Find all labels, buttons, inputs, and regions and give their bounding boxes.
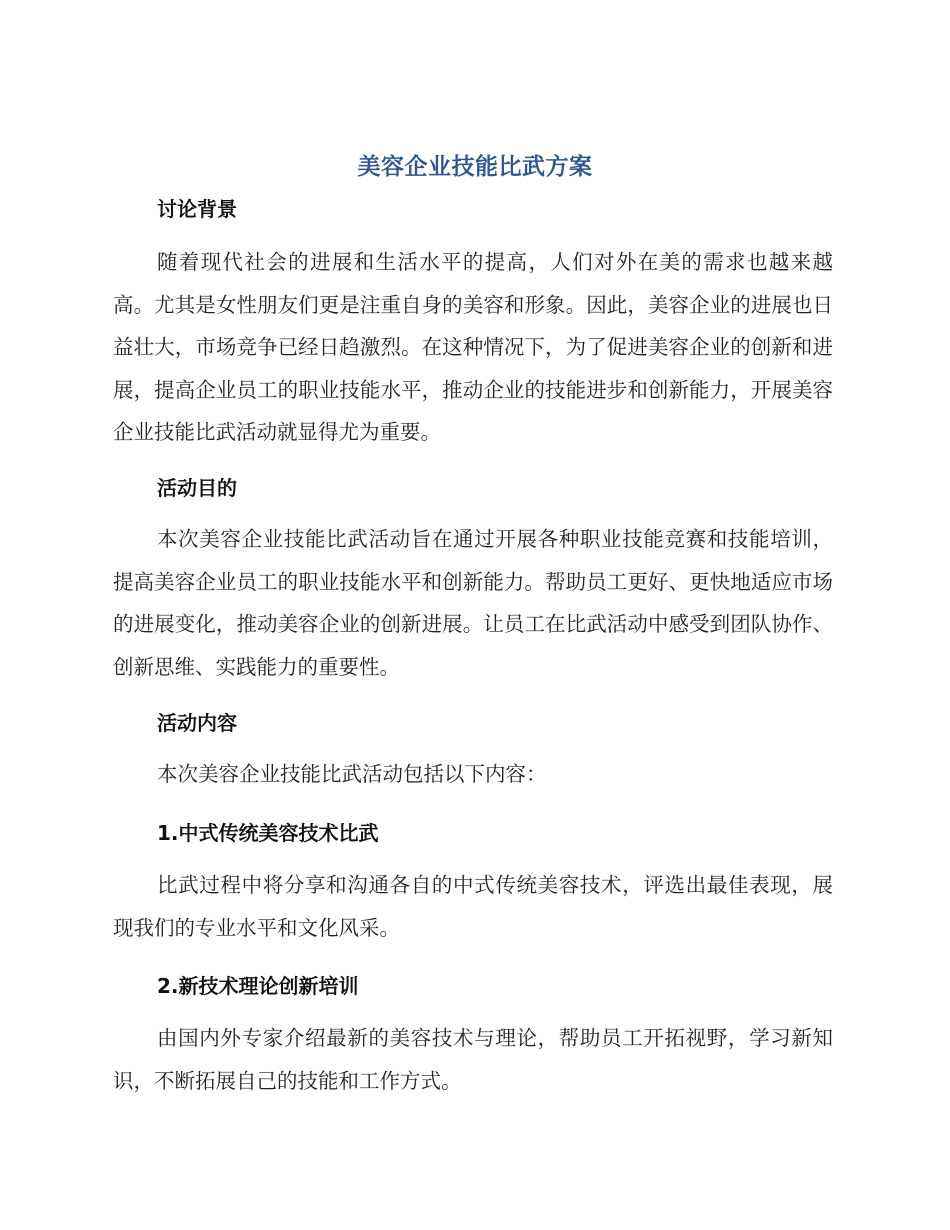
section-paragraph-background: 随着现代社会的进展和生活水平的提高，人们对外在美的需求也越来越高。尤其是女性朋友们更是注重自身的美容和形象。因此，美容企业的进展也日益壮大，市场竞争已经日趋激烈。在这种情况下，为了促进美容企业的创新和进展，提高企业员工的职业技能水平，推动企业的技能进步和创新能力，开展美容企业技能比武活动就显得尤为重要。 bbox=[113, 250, 833, 444]
section-heading-background: 讨论背景 bbox=[157, 197, 237, 221]
section-paragraph-purpose: 本次美容企业技能比武活动旨在通过开展各种职业技能竞赛和技能培训，提高美容企业员工的职业技能水平和创新能力。帮助员工更好、更快地适应市场的进展变化，推动美容企业的创新进展。让员工在比武活动中感受到团队协作、创新思维、实践能力的重要性。 bbox=[113, 527, 833, 679]
section-heading-item-1: 1.中式传统美容技术比武 bbox=[157, 821, 379, 845]
section-heading-purpose: 活动目的 bbox=[157, 476, 237, 500]
section-heading-content: 活动内容 bbox=[157, 711, 237, 735]
section-paragraph-item-2: 由国内外专家介绍最新的美容技术与理论，帮助员工开拓视野，学习新知识，不断拓展自己的技能和工作方式。 bbox=[113, 1026, 833, 1093]
section-heading-item-2: 2.新技术理论创新培训 bbox=[157, 974, 359, 998]
section-paragraph-content: 本次美容企业技能比武活动包括以下内容： bbox=[157, 762, 547, 786]
section-paragraph-item-1: 比武过程中将分享和沟通各自的中式传统美容技术，评选出最佳表现，展现我们的专业水平和文化风采。 bbox=[113, 873, 833, 940]
document-title: 美容企业技能比武方案 bbox=[357, 154, 593, 180]
